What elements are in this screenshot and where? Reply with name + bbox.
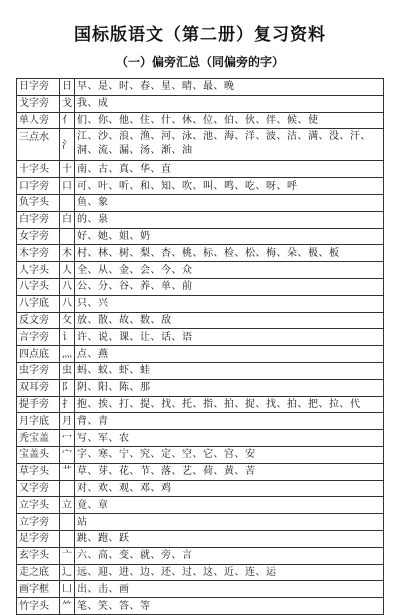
- radical-name-cell: 立字头: [17, 497, 60, 514]
- table-row: [17, 295, 384, 312]
- radical-name-cell: 立字旁: [17, 514, 60, 531]
- radical-symbol-cell: ⺮: [60, 598, 75, 615]
- table-row: [17, 547, 384, 564]
- example-chars-cell: 对、欢、观、邓、鸡: [75, 480, 384, 497]
- table-row: [17, 463, 384, 480]
- table-row: [17, 245, 384, 262]
- table-row: [17, 581, 384, 598]
- radical-symbol-cell: [60, 530, 75, 547]
- radical-name-cell: 三点水: [17, 129, 60, 161]
- radical-symbol-cell: 扌: [60, 396, 75, 413]
- radical-symbol-cell: 口: [60, 178, 75, 195]
- radical-symbol-cell: [60, 514, 75, 531]
- radical-symbol-cell: 氵: [60, 129, 75, 161]
- example-chars-cell: 鱼、象: [75, 194, 384, 211]
- table-row: [17, 95, 384, 112]
- example-chars-cell: 只、兴: [75, 295, 384, 312]
- table-row: [17, 329, 384, 346]
- example-chars-cell: 江、沙、浪、渔、河、泳、池、海、洋、波、洁、满、没、汗、洞、流、漏、汤、渐、油: [75, 129, 384, 161]
- radical-symbol-cell: 八: [60, 278, 75, 295]
- table-row: [17, 514, 384, 531]
- example-chars-cell: 许、说、课、让、话、语: [75, 329, 384, 346]
- example-chars-cell: 六、高、变、就、旁、言: [75, 547, 384, 564]
- table-row: [17, 446, 384, 463]
- table-row: [17, 194, 384, 211]
- example-chars-cell: 我、成: [75, 95, 384, 112]
- radical-symbol-cell: 十: [60, 161, 75, 178]
- example-chars-cell: 全、从、金、会、今、众: [75, 262, 384, 279]
- radical-symbol-cell: 宀: [60, 446, 75, 463]
- table-row: [17, 79, 384, 96]
- example-chars-cell: 出、击、画: [75, 581, 384, 598]
- radical-name-cell: 口字旁: [17, 178, 60, 195]
- radical-symbol-cell: 木: [60, 245, 75, 262]
- radical-name-cell: 走之底: [17, 564, 60, 581]
- radical-name-cell: 草字头: [17, 463, 60, 480]
- radical-name-cell: 虫字旁: [17, 362, 60, 379]
- radical-name-cell: 八字底: [17, 295, 60, 312]
- radical-symbol-cell: 阝: [60, 379, 75, 396]
- table-row: [17, 598, 384, 615]
- example-chars-cell: 村、林、树、梨、杏、桃、标、检、松、梅、朵、极、板: [75, 245, 384, 262]
- radical-name-cell: 反文旁: [17, 312, 60, 329]
- radical-name-cell: 人字头: [17, 262, 60, 279]
- table-row: [17, 430, 384, 447]
- radical-symbol-cell: 艹: [60, 463, 75, 480]
- example-chars-cell: 放、散、故、数、敌: [75, 312, 384, 329]
- example-chars-cell: 南、古、真、华、直: [75, 161, 384, 178]
- radical-name-cell: 八字头: [17, 278, 60, 295]
- radical-symbol-cell: 亠: [60, 547, 75, 564]
- radical-name-cell: 宝盖头: [17, 446, 60, 463]
- example-chars-cell: 字、寒、宁、究、定、空、它、宫、安: [75, 446, 384, 463]
- section-subtitle: （一）偏旁汇总（同偏旁的字）: [115, 55, 284, 69]
- example-chars-cell: 草、芽、花、节、落、艺、荷、黄、苦: [75, 463, 384, 480]
- table-row: [17, 564, 384, 581]
- table-row: [17, 346, 384, 363]
- example-chars-cell: 站: [75, 514, 384, 531]
- example-chars-cell: 背、青: [75, 413, 384, 430]
- example-chars-cell: 们、你、他、住、什、休、位、伯、伙、伴、候、使: [75, 112, 384, 129]
- radical-symbol-cell: [60, 480, 75, 497]
- example-chars-cell: 公、分、谷、养、单、前: [75, 278, 384, 295]
- example-chars-cell: 点、燕: [75, 346, 384, 363]
- example-chars-cell: 写、军、农: [75, 430, 384, 447]
- radical-name-cell: 双耳旁: [17, 379, 60, 396]
- radical-symbol-cell: 攵: [60, 312, 75, 329]
- radical-name-cell: 负字头: [17, 194, 60, 211]
- radical-symbol-cell: [60, 194, 75, 211]
- radical-name-cell: 秃宝盖: [17, 430, 60, 447]
- radical-symbol-cell: 八: [60, 295, 75, 312]
- table-row: [17, 480, 384, 497]
- table-row: [17, 112, 384, 129]
- radical-name-cell: 十字头: [17, 161, 60, 178]
- radical-symbol-cell: [60, 228, 75, 245]
- radical-symbol-cell: 虫: [60, 362, 75, 379]
- radical-symbol-cell: 辶: [60, 564, 75, 581]
- radical-name-cell: 竹字头: [17, 598, 60, 615]
- radical-symbol-cell: 人: [60, 262, 75, 279]
- example-chars-cell: 抱、挨、打、提、找、托、指、拍、捉、找、拍、把、拉、代: [75, 396, 384, 413]
- radical-name-cell: 足字旁: [17, 530, 60, 547]
- table-row: [17, 178, 384, 195]
- example-chars-cell: 的、泉: [75, 211, 384, 228]
- table-row: [17, 530, 384, 547]
- table-row: [17, 312, 384, 329]
- radical-name-cell: 月字底: [17, 413, 60, 430]
- example-chars-cell: 好、她、姐、奶: [75, 228, 384, 245]
- radical-name-cell: 木字旁: [17, 245, 60, 262]
- radical-name-cell: 提手旁: [17, 396, 60, 413]
- table-row: [17, 362, 384, 379]
- radical-name-cell: 四点底: [17, 346, 60, 363]
- table-row: [17, 396, 384, 413]
- document-title: 国标版语文（第二册）复习资料: [74, 25, 326, 45]
- table-row: [17, 161, 384, 178]
- table-row: [17, 413, 384, 430]
- radical-symbol-cell: 白: [60, 211, 75, 228]
- radical-symbol-cell: 立: [60, 497, 75, 514]
- radical-symbol-cell: 冖: [60, 430, 75, 447]
- table-row: [17, 497, 384, 514]
- example-chars-cell: 可、叶、听、和、知、吹、叫、鸣、吃、呀、呼: [75, 178, 384, 195]
- example-chars-cell: 笔、笑、答、等: [75, 598, 384, 615]
- example-chars-cell: 蚂、蚁、虾、蛙: [75, 362, 384, 379]
- radical-name-cell: 戈字旁: [17, 95, 60, 112]
- radical-symbol-cell: 日: [60, 79, 75, 96]
- table-row: [17, 228, 384, 245]
- radical-name-cell: 玄字头: [17, 547, 60, 564]
- radical-name-cell: 日字旁: [17, 79, 60, 96]
- radical-name-cell: 言字旁: [17, 329, 60, 346]
- radical-name-cell: 白字旁: [17, 211, 60, 228]
- radical-table-body: [17, 79, 384, 615]
- example-chars-cell: 竟、章: [75, 497, 384, 514]
- radical-symbol-cell: 凵: [60, 581, 75, 598]
- radical-symbol-cell: 灬: [60, 346, 75, 363]
- radical-name-cell: 画字框: [17, 581, 60, 598]
- table-row: [17, 129, 384, 161]
- table-row: [17, 379, 384, 396]
- radical-symbol-cell: 亻: [60, 112, 75, 129]
- radical-symbol-cell: 月: [60, 413, 75, 430]
- example-chars-cell: 阴、阳、陈、那: [75, 379, 384, 396]
- radical-name-cell: 又字旁: [17, 480, 60, 497]
- example-chars-cell: 早、是、时、春、星、晴、最、晚: [75, 79, 384, 96]
- table-row: [17, 262, 384, 279]
- table-row: [17, 211, 384, 228]
- radical-name-cell: 女字旁: [17, 228, 60, 245]
- radical-name-cell: 单人旁: [17, 112, 60, 129]
- example-chars-cell: 跳、跑、跃: [75, 530, 384, 547]
- radical-symbol-cell: 戈: [60, 95, 75, 112]
- table-row: [17, 278, 384, 295]
- radical-symbol-cell: 讠: [60, 329, 75, 346]
- example-chars-cell: 远、迎、进、边、还、过、这、近、连、运: [75, 564, 384, 581]
- radical-table: [16, 78, 384, 615]
